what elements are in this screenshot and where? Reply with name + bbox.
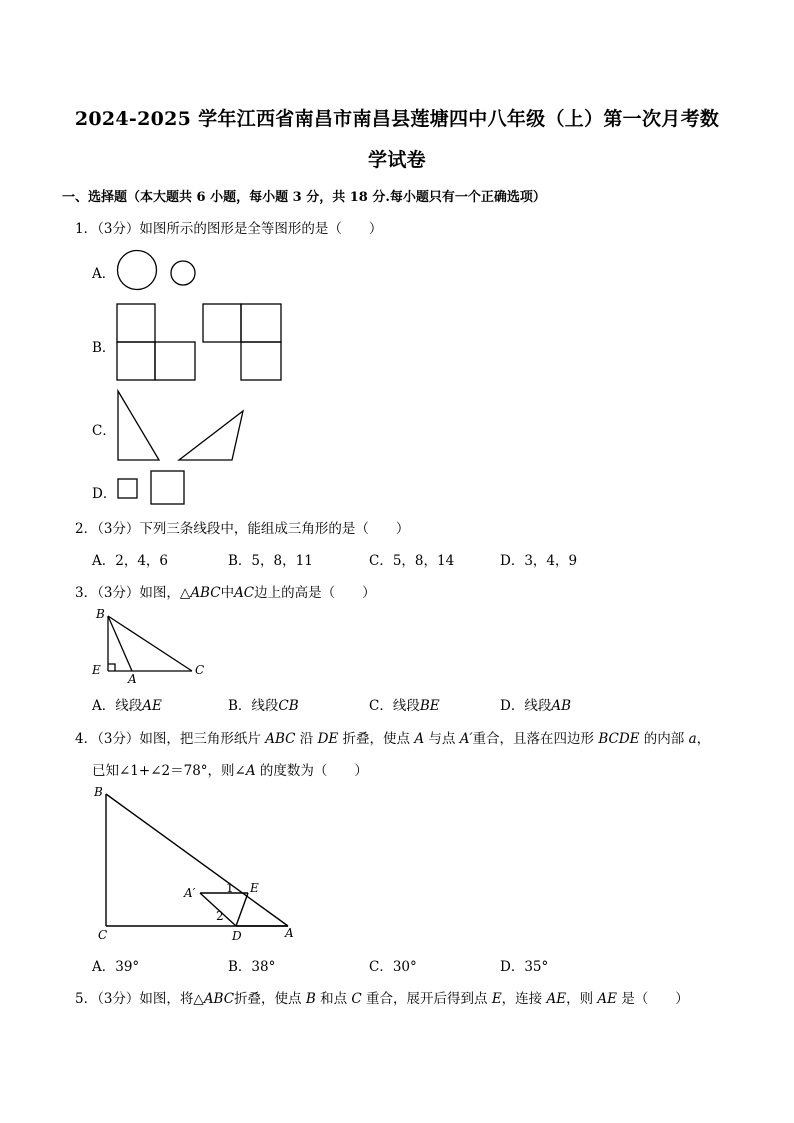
q2-option-b: B．5，8，11	[228, 553, 313, 569]
q4-option-b: B．38°	[228, 959, 276, 975]
q4-stem-line1: 4．（3分）如图，把三角形纸片 ABC 沿 DE 折叠，使点 A 与点 A′重合，且落在四边形 BCDE 的内部 a，	[75, 731, 711, 747]
q1-stem: 1．（3分）如图所示的图形是全等图形的是（ ）	[75, 221, 383, 237]
c-left-triangle	[118, 391, 159, 460]
b-left-bottom-left-square	[117, 342, 155, 380]
q4-label-1: 1	[226, 881, 234, 895]
exam-title-line1: 2024-2025 学年江西省南昌市南昌县莲塘四中八年级（上）第一次月考数	[74, 108, 720, 130]
q4-label-2: 2	[216, 909, 224, 923]
q4-option-a: A．39°	[92, 959, 140, 975]
q4-option-d: D．35°	[500, 959, 549, 975]
q4-figure	[92, 782, 302, 944]
q1-figure-b	[115, 302, 287, 386]
q2-option-a: A．2，4，6	[92, 553, 169, 569]
q3-option-d: D．线段AB	[500, 698, 571, 714]
q3-label-a: A	[128, 672, 137, 684]
q3-option-b: B．线段CB	[228, 698, 299, 714]
q4-option-c: C．30°	[369, 959, 417, 975]
q3-option-a: A．线段AE	[92, 698, 162, 714]
q4-label-d: D	[232, 929, 242, 943]
q3-figure	[88, 604, 216, 684]
b-right-top-left-square	[203, 304, 241, 342]
q1-figure-c	[115, 388, 250, 464]
b-left-top-square	[117, 304, 155, 342]
q4-label-e: E	[250, 881, 259, 895]
q1-figure-d	[115, 468, 190, 508]
q4-stem-line2: 已知∠1+∠2＝78°，则∠A 的度数为（ ）	[92, 763, 368, 779]
d-small-square	[118, 479, 137, 498]
q1-label-d: D．	[92, 486, 117, 502]
q1-label-b: B．	[92, 340, 116, 356]
q2-option-d: D．3，4，9	[500, 553, 578, 569]
q4-label-b: B	[94, 785, 103, 799]
q4-label-a-prime: A′	[184, 886, 196, 900]
c-right-triangle	[179, 411, 243, 460]
b-left-bottom-right-square	[155, 342, 195, 380]
q3-label-c: C	[195, 663, 205, 677]
q3-label-b: B	[96, 607, 105, 621]
b-right-top-right-square	[241, 304, 281, 342]
q4-label-c: C	[98, 928, 108, 942]
q1-figure-a	[115, 248, 205, 294]
q3-label-e: E	[92, 663, 101, 677]
q3-option-c: C．线段BE	[369, 698, 440, 714]
large-circle	[118, 251, 157, 290]
small-circle	[171, 261, 195, 285]
q1-label-a: A．	[92, 266, 116, 282]
section-heading: 一、选择题（本大题共 6 小题，每小题 3 分，共 18 分.每小题只有一个正确选项）	[62, 190, 546, 205]
q3-stem: 3．（3分）如图，△ABC中AC边上的高是（ ）	[75, 585, 376, 601]
q2-stem: 2．（3分）下列三条线段中，能组成三角形的是（ ）	[75, 521, 410, 537]
exam-title-line2: 学试卷	[368, 149, 426, 171]
q2-option-c: C．5，8，14	[369, 553, 455, 569]
b-right-bottom-square	[241, 342, 281, 380]
d-large-square	[151, 471, 184, 504]
q5-stem: 5．（3分）如图，将△ABC折叠，使点 B 和点 C 重合，展开后得到点 E，连接 AE，则 AE 是（ ）	[75, 991, 689, 1007]
q4-label-a: A	[285, 926, 294, 940]
q1-label-c: C．	[92, 423, 116, 439]
